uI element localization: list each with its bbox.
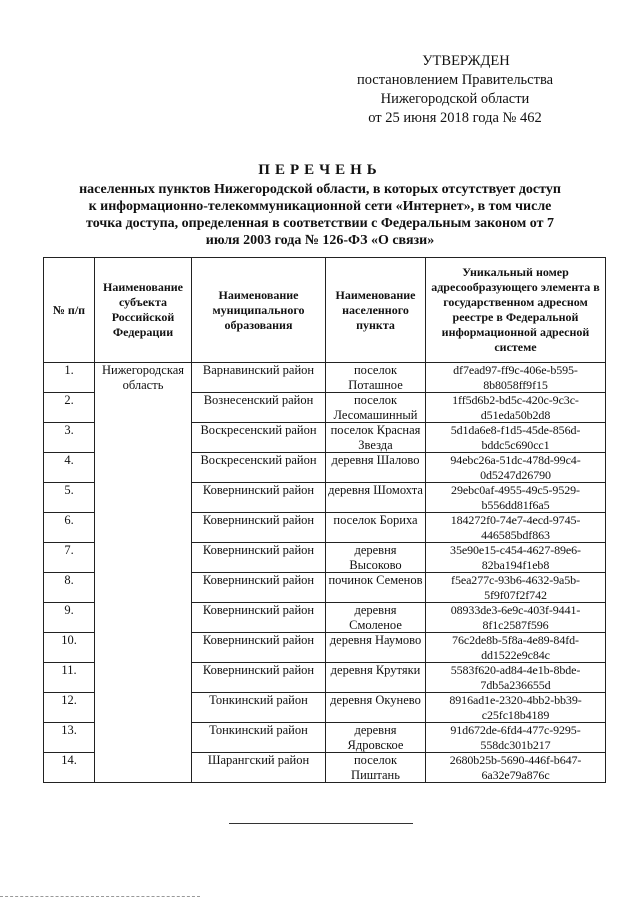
guid-cell: df7ead97-ff9c-406e-b595-8b8058ff9f15: [426, 363, 606, 393]
municipality-cell: Ковернинский район: [192, 603, 326, 633]
approval-decree-line: постановлением Правительства: [356, 72, 554, 88]
municipality-cell: Шарангский район: [192, 753, 326, 783]
settlement-cell: деревня Смоленое: [326, 603, 426, 633]
settlement-cell: поселок Красная Звезда: [326, 423, 426, 453]
settlement-cell: деревня Ядровское: [326, 723, 426, 753]
municipality-cell: Варнавинский район: [192, 363, 326, 393]
guid-cell: 184272f0-74e7-4ecd-9745-446585bdf863: [426, 513, 606, 543]
scan-artifact-line: [0, 896, 200, 897]
municipality-cell: Ковернинский район: [192, 663, 326, 693]
guid-cell: 29ebc0af-4955-49c5-9529-b556dd81f6a5: [426, 483, 606, 513]
row-number: 11.: [44, 663, 95, 693]
row-number: 14.: [44, 753, 95, 783]
settlement-cell: поселок Бориха: [326, 513, 426, 543]
row-number: 4.: [44, 453, 95, 483]
settlement-cell: деревня Окунево: [326, 693, 426, 723]
row-number: 1.: [44, 363, 95, 393]
table-header-row: [44, 258, 606, 363]
guid-cell: 5d1da6e8-f1d5-45de-856d-bddc5c690cc1: [426, 423, 606, 453]
approval-heading: УТВЕРЖДЕН: [422, 53, 510, 69]
municipality-cell: Ковернинский район: [192, 573, 326, 603]
header-settlement: Наименование населенного пункта: [326, 258, 426, 363]
header-municipality: Наименование муниципального образования: [192, 258, 326, 363]
table-row: [44, 363, 606, 393]
settlement-cell: деревня Шалово: [326, 453, 426, 483]
row-number: 12.: [44, 693, 95, 723]
settlement-cell: деревня Крутяки: [326, 663, 426, 693]
municipality-cell: Воскресенский район: [192, 453, 326, 483]
row-number: 5.: [44, 483, 95, 513]
row-number: 9.: [44, 603, 95, 633]
subject-cell: Нижегородская область: [95, 363, 192, 783]
row-number: 8.: [44, 573, 95, 603]
guid-cell: 8916ad1e-2320-4bb2-bb39-c25fc18b4189: [426, 693, 606, 723]
settlement-cell: деревня Высоково: [326, 543, 426, 573]
closing-rule: [229, 823, 413, 824]
row-number: 2.: [44, 393, 95, 423]
municipality-cell: Ковернинский район: [192, 483, 326, 513]
settlement-cell: поселок Пиштань: [326, 753, 426, 783]
document-heading: [50, 161, 590, 249]
header-num: № п/п: [44, 258, 95, 363]
settlement-cell: починок Семенов: [326, 573, 426, 603]
document-title: ПЕРЕЧЕНЬ: [258, 162, 382, 178]
municipality-cell: Ковернинский район: [192, 543, 326, 573]
municipality-cell: Ковернинский район: [192, 633, 326, 663]
settlement-cell: деревня Наумово: [326, 633, 426, 663]
guid-cell: 08933de3-6e9c-403f-9441-8f1c2587f596: [426, 603, 606, 633]
header-guid: Уникальный номер адресообразующего элемента в государственном адресном реестре в Федеральной информационной адресной системе: [426, 258, 606, 363]
municipality-cell: Тонкинский район: [192, 693, 326, 723]
municipality-cell: Вознесенский район: [192, 393, 326, 423]
municipality-cell: Ковернинский район: [192, 513, 326, 543]
document-subtitle: [50, 181, 590, 249]
guid-cell: 1ff5d6b2-bd5c-420c-9c3c-d51eda50b2d8: [426, 393, 606, 423]
row-number: 7.: [44, 543, 95, 573]
guid-cell: 2680b25b-5690-446f-b647-6a32e79a876c: [426, 753, 606, 783]
approval-region-line: Нижегородской области: [380, 91, 530, 107]
subtitle-line: точка доступа, определенная в соответствии с Федеральным законом от 7: [86, 216, 554, 231]
settlement-cell: поселок Поташное: [326, 363, 426, 393]
subtitle-line: к информационно-телекоммуникационной сети «Интернет», в том числе: [88, 199, 552, 214]
row-number: 6.: [44, 513, 95, 543]
approval-date-line: от 25 июня 2018 года № 462: [368, 110, 542, 126]
row-number: 13.: [44, 723, 95, 753]
municipality-cell: Тонкинский район: [192, 723, 326, 753]
guid-cell: 76c2de8b-5f8a-4e89-84fd-dd1522e9c84c: [426, 633, 606, 663]
settlements-table: [43, 257, 606, 783]
row-number: 10.: [44, 633, 95, 663]
table-body: [44, 363, 606, 783]
row-number: 3.: [44, 423, 95, 453]
guid-cell: 5583f620-ad84-4e1b-8bde-7db5a236655d: [426, 663, 606, 693]
guid-cell: 35e90e15-c454-4627-89e6-82ba194f1eb8: [426, 543, 606, 573]
approval-stamp: [340, 52, 570, 128]
subtitle-line: населенных пунктов Нижегородской области, в которых отсутствует доступ: [79, 182, 561, 197]
subtitle-line: июля 2003 года № 126-ФЗ «О связи»: [205, 233, 435, 248]
header-subject: Наименование субъекта Российской Федерации: [95, 258, 192, 363]
guid-cell: 94ebc26a-51dc-478d-99c4-0d5247d26790: [426, 453, 606, 483]
settlement-cell: деревня Шомохта: [326, 483, 426, 513]
guid-cell: 91d672de-6fd4-477c-9295-558dc301b217: [426, 723, 606, 753]
municipality-cell: Воскресенский район: [192, 423, 326, 453]
guid-cell: f5ea277c-93b6-4632-9a5b-5f9f07f2f742: [426, 573, 606, 603]
settlement-cell: поселок Лесомашинный: [326, 393, 426, 423]
